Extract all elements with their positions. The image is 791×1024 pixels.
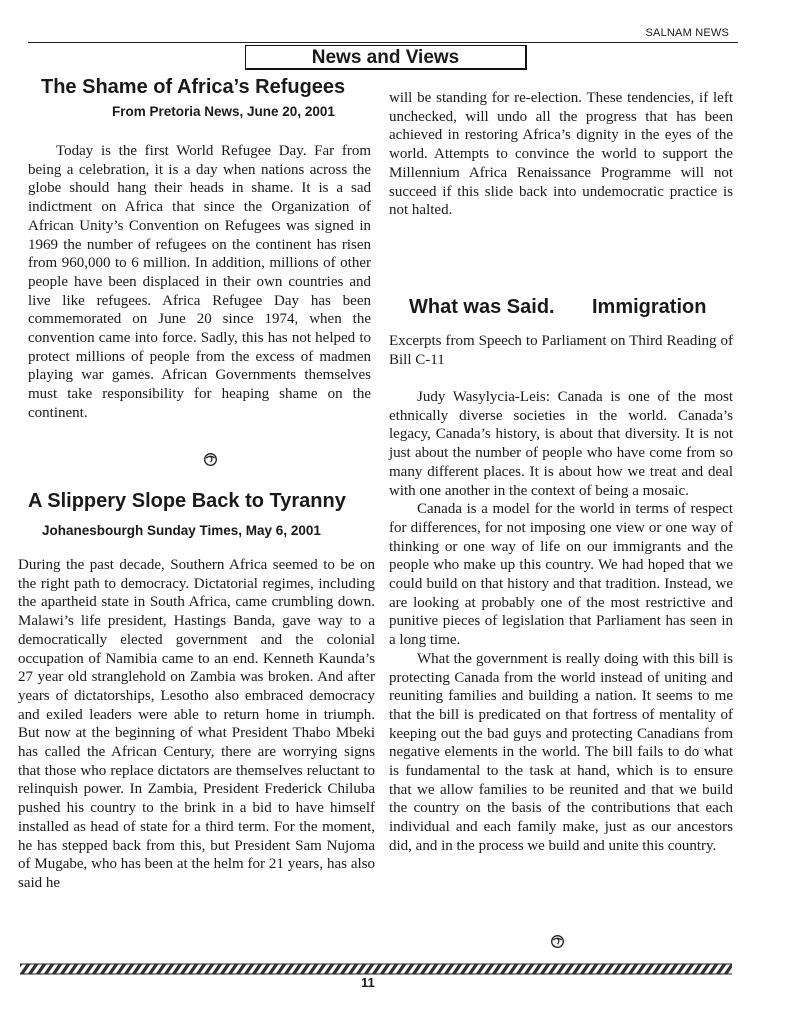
running-header: SALNAM NEWS (645, 27, 729, 39)
immigration-body (389, 388, 733, 856)
section-title: News and Views (245, 45, 527, 70)
refugees-paragraph: Today is the first World Refugee Day. Far from being a celebration, it is a day when nations across the globe should hang their heads in shame. It is a sad indictment on Africa that since the Organization of African Unity’s Convention on Refugees was signed in 1969 the number of refugees on the continent has risen from 960,000 to 6 million. In addition, millions of other people have been displaced in their own countries and live like refugees. Africa Refugee Day has been commemorated on June 20 since 1974, when the convention came into force. Sadly, this has not helped to protect millions of people from the excess of madmen playing war games. African Governments themselves must take responsibility for heaping shame on the continent. (28, 143, 371, 421)
tyranny-paragraph: During the past decade, Southern Africa seemed to be on the right path to democracy. Dictatorial regimes, including the apartheid state in South Africa, came crumbling down. Malawi’s life president, Hastings Banda, gave way to a democratically elected government and the colonial occupation of Namibia came to an end. Kenneth Kaunda’s 27 year old stranglehold on Zambia was broken. And after years of dictatorships, Lesotho also embraced democracy and exiled leaders were able to return home in triumph. But now at the beginning of what President Thabo Mbeki has called the African Century, there are worrying signs that those who replace dictators are themselves reluctant to relinquish power. In Zambia, President Frederick Chiluba pushed his country to the brink in a bid to have himself installed as head of state for a third term. For the moment, he has stepped back from this, but President Sam Nujoma of Mugabe, who has been at the helm for 21 years, has also said he (18, 557, 375, 891)
immigration-subtitle-text: Excerpts from Speech to Parliament on Third Reading of Bill C-11 (389, 333, 733, 368)
immigration-paragraph: Judy Wasylycia-Leis: Canada is one of the most ethnically diverse societies in the world. Canada’s legacy, Canada’s history, is about that diversity. It is not just about the number of people who have come from so many different places. It is about how we treat and deal with one another in the context of being a mosaic. (389, 389, 733, 499)
immigration-subtitle (389, 332, 733, 369)
immigration-headline-left: What was Said. (409, 296, 555, 318)
tyranny-byline: Johanesbourgh Sunday Times, May 6, 2001 (42, 523, 321, 538)
footer-decorative-border (20, 962, 732, 976)
header-rule (28, 42, 738, 43)
tyranny-headline: A Slippery Slope Back to Tyranny (28, 490, 346, 512)
end-of-article-logo-icon (550, 934, 565, 949)
immigration-headline-right: Immigration (592, 296, 707, 318)
tyranny-continuation (389, 89, 733, 220)
refugees-headline: The Shame of Africa’s Refugees (41, 76, 346, 98)
immigration-paragraph: What the government is really doing with this bill is protecting Canada from the world instead of uniting and reuniting families and building a nation. It seems to me that the bill is predicated on that fortress of mentality of keeping out the bad guys and protecting Canadians from negative elements in the world. The bill fails to do what is fundamental to the task at hand, which is to ensure that we allow families to be reunited and that we build the country on the basis of the contributions that each individual and each family make, just as our ancestors did, and in the process we build and unite this country. (389, 650, 733, 854)
refugees-body (28, 142, 371, 423)
page-number: 11 (361, 975, 375, 990)
tyranny-continuation-text: will be standing for re-election. These tendencies, if left unchecked, will undo all the progress that has been achieved in restoring Africa’s dignity in the eyes of the world. Attempts to convince the world to support the Millennium Africa Renaissance Programme will not succeed if this slide back into undemocratic practice is not halted. (389, 90, 733, 219)
tyranny-body (18, 556, 375, 893)
immigration-paragraph: Canada is a model for the world in terms of respect for differences, for not imposing one view or one way of thinking or one way of life on our immigrants and the people who make up this country. We had hoped that we could build on that history and that tradition. Instead, we are looking at probably one of the most restrictive and punitive pieces of legislation that Parliament has seen in a long time. (389, 501, 733, 649)
refugees-byline: From Pretoria News, June 20, 2001 (112, 104, 335, 119)
end-of-article-logo-icon (203, 452, 218, 467)
